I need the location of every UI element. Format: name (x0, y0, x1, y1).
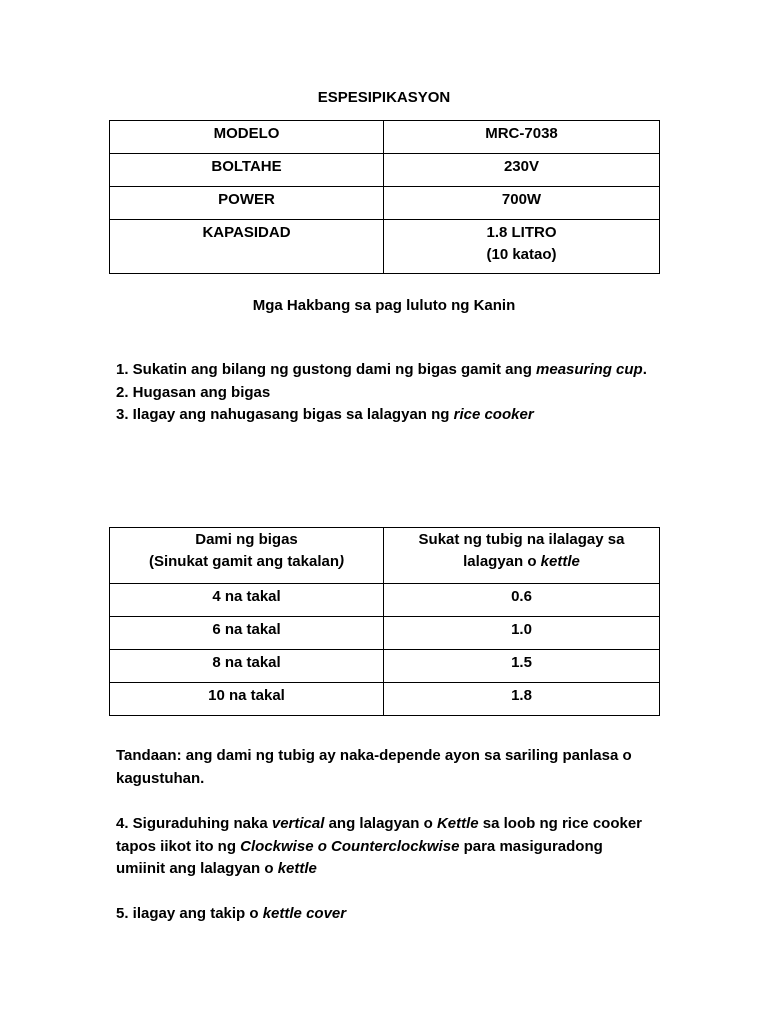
table-row (110, 584, 660, 617)
water-amount: 1.5 (384, 650, 660, 683)
water-amount: 1.8 (384, 683, 660, 716)
spec-value (384, 220, 660, 274)
capacity-persons: (10 katao) (486, 246, 557, 263)
rice-amount: 10 na takal (110, 683, 384, 716)
spec-label: POWER (110, 187, 384, 220)
spec-title: ESPESIPIKASYON (317, 89, 451, 106)
steps-list (116, 359, 656, 427)
spec-table (109, 120, 660, 274)
spec-value: 700W (384, 187, 660, 220)
table-row (110, 187, 660, 220)
spec-value: 230V (384, 154, 660, 187)
spec-value: MRC-7038 (384, 121, 660, 154)
rice-water-table (109, 527, 660, 716)
table-row (110, 650, 660, 683)
capacity-value: 1.8 LITRO (486, 224, 557, 241)
rice-amount: 4 na takal (110, 584, 384, 617)
spec-label: BOLTAHE (110, 154, 384, 187)
table-row (110, 683, 660, 716)
rice-amount: 6 na takal (110, 617, 384, 650)
table-row (110, 154, 660, 187)
note-paragraph: Tandaan: ang dami ng tubig ay naka-depende ayon sa sariling panlasa o kagustuhan. (116, 747, 632, 787)
step-3: 3. Ilagay ang nahugasang bigas sa lalagyan ng rice cooker (116, 406, 534, 423)
table-row (110, 121, 660, 154)
water-amount: 0.6 (384, 584, 660, 617)
table-row (110, 617, 660, 650)
steps-title: Mga Hakbang sa pag luluto ng Kanin (252, 297, 516, 314)
step-4: 4. Siguraduhing naka vertical ang lalagyan o Kettle sa loob ng rice cooker tapos iikot ito ng Clockwise o Counterclockwise para masiguradong umiinit ang lalagyan o kettle (116, 815, 643, 877)
step-2: 2. Hugasan ang bigas (116, 383, 271, 401)
step-5: 5. ilagay ang takip o kettle cover (116, 905, 347, 922)
water-column-header: Sukat ng tubig na ilalagay sa lalagyan o kettle (384, 528, 660, 584)
spec-label: KAPASIDAD (110, 220, 384, 274)
table-row (110, 220, 660, 274)
rice-amount: 8 na takal (110, 650, 384, 683)
spec-label: MODELO (110, 121, 384, 154)
table-header-row (110, 528, 660, 584)
water-amount: 1.0 (384, 617, 660, 650)
step-1: 1. Sukatin ang bilang ng gustong dami ng bigas gamit ang measuring cup. (116, 361, 647, 378)
rice-column-header: Dami ng bigas (Sinukat gamit ang takalan) (110, 528, 384, 584)
